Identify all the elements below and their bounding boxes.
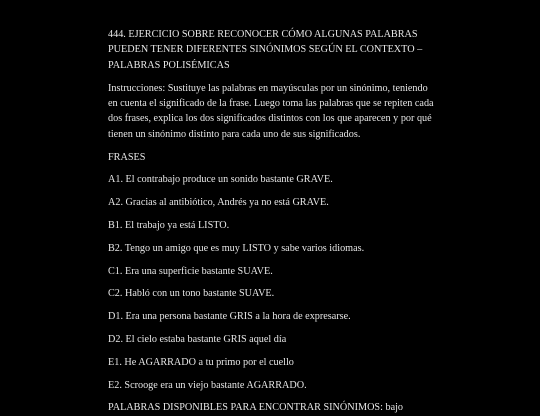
sentence-e2: E2. Scrooge era un viejo bastante AGARRADO. xyxy=(108,379,307,391)
available-words-line: PALABRAS DISPONIBLES PARA ENCONTRAR SINÓNIMOS: bajo xyxy=(108,402,404,414)
section-heading-frases: FRASES xyxy=(108,151,146,163)
sentence-c1: C1. Era una superficie bastante SUAVE. xyxy=(108,265,273,277)
sentence-a2: A2. Gracias al antibiótico, Andrés ya no está GRAVE. xyxy=(108,197,329,209)
sentence-e1: E1. He AGARRADO a tu primo por el cuello xyxy=(108,356,294,368)
document-page xyxy=(108,27,436,416)
sentence-d2: D2. El cielo estaba bastante GRIS aquel día xyxy=(108,333,287,345)
sentence-a1: A1. El contrabajo produce un sonido bastante GRAVE. xyxy=(108,174,333,186)
sentence-b1: B1. El trabajo ya está LISTO. xyxy=(108,219,230,231)
sentence-b2: B2. Tengo un amigo que es muy LISTO y sabe varios idiomas. xyxy=(108,242,365,254)
document-title: 444. EJERCICIO SOBRE RECONOCER CÓMO ALGUNAS PALABRAS PUEDEN TENER DIFERENTES SINÓNIMOS SEGÚN EL CONTEXTO – PALABRAS POLISÉMICAS xyxy=(108,29,423,71)
sentence-d1: D1. Era una persona bastante GRIS a la hora de expresarse. xyxy=(108,311,351,323)
sentence-c2: C2. Habló con un tono bastante SUAVE. xyxy=(108,288,275,300)
instructions-paragraph: Instrucciones: Sustituye las palabras en mayúsculas por un sinónimo, teniendo en cuenta el significado de la frase. Luego toma las palabras que se repiten cada dos frases, explica los dos significados distintos con los que aparecen y por qué tienen un sinónimo distinto para cada uno de sus significados. xyxy=(108,82,434,140)
